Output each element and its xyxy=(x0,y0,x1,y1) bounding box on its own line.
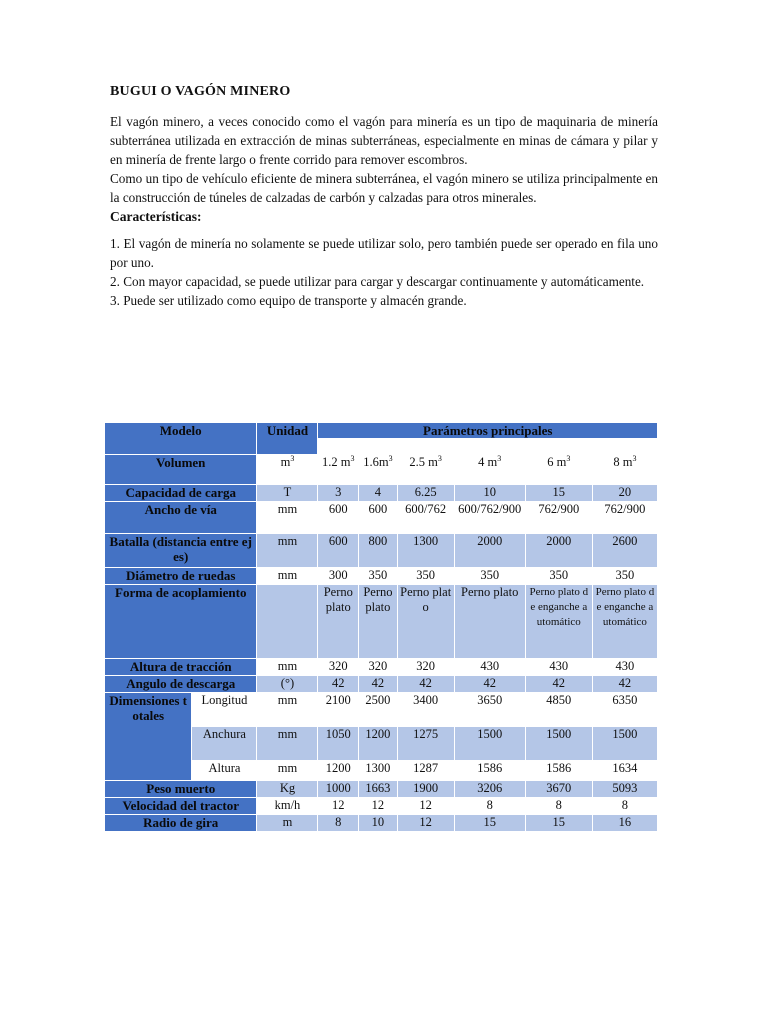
header-unidad: Unidad xyxy=(257,423,318,455)
value-cell: 6.25 xyxy=(397,485,454,502)
value-cell: 430 xyxy=(454,659,525,676)
header-modelo: Modelo xyxy=(105,423,257,455)
unit-cell: Kg xyxy=(257,781,318,798)
value-cell: 12 xyxy=(359,798,398,815)
value-cell: 1287 xyxy=(397,761,454,781)
value-cell: 8 $m^3$ xyxy=(592,455,657,485)
value-cell: 1000 xyxy=(318,781,359,798)
value-cell: 8 xyxy=(525,798,592,815)
value-cell: 4850 xyxy=(525,693,592,727)
value-cell: Perno plato xyxy=(318,585,359,659)
value-cell: 1500 xyxy=(592,727,657,761)
value-cell: 15 xyxy=(454,815,525,832)
value-cell: 42 xyxy=(454,676,525,693)
value-cell: 16 xyxy=(592,815,657,832)
row-label: Altura de tracción xyxy=(105,659,257,676)
unit-cell: km/h xyxy=(257,798,318,815)
header-parametros: Parámetros principales xyxy=(318,423,658,439)
sub-row-label: Altura xyxy=(192,761,257,781)
feature-item-3: 3. Puede ser utilizado como equipo de transporte y almacén grande. xyxy=(110,293,467,308)
value-cell: 1200 xyxy=(359,727,398,761)
unit-cell: mm xyxy=(257,568,318,585)
value-cell: 1300 xyxy=(359,761,398,781)
value-cell: Perno plato xyxy=(397,585,454,659)
value-cell: 12 xyxy=(397,798,454,815)
row-label: Batalla (distancia entre ejes) xyxy=(105,534,257,568)
value-cell: 2500 xyxy=(359,693,398,727)
value-cell: 1200 xyxy=(318,761,359,781)
value-cell: 2100 xyxy=(318,693,359,727)
value-cell: 320 xyxy=(318,659,359,676)
value-cell: 1275 xyxy=(397,727,454,761)
value-cell: 600/762 xyxy=(397,502,454,534)
unit-cell: m xyxy=(257,815,318,832)
value-cell: 20 xyxy=(592,485,657,502)
value-cell: 6350 xyxy=(592,693,657,727)
unit-cell: $m^3$ xyxy=(257,455,318,485)
row-label: Velocidad del tractor xyxy=(105,798,257,815)
value-cell: 600 xyxy=(359,502,398,534)
unit-cell: T xyxy=(257,485,318,502)
value-cell: 12 xyxy=(318,798,359,815)
sub-row-label: Anchura xyxy=(192,727,257,761)
value-cell: 10 xyxy=(454,485,525,502)
value-cell: 350 xyxy=(592,568,657,585)
value-cell: 1900 xyxy=(397,781,454,798)
value-cell: 800 xyxy=(359,534,398,568)
unit-cell: (°) xyxy=(257,676,318,693)
value-cell: 350 xyxy=(454,568,525,585)
value-cell: 600 xyxy=(318,534,359,568)
value-cell: $1.6m^3$ xyxy=(359,455,398,485)
value-cell: 8 xyxy=(454,798,525,815)
value-cell: 2000 xyxy=(454,534,525,568)
value-cell: 42 xyxy=(525,676,592,693)
value-cell: 5093 xyxy=(592,781,657,798)
value-cell: 3 xyxy=(318,485,359,502)
value-cell: 42 xyxy=(592,676,657,693)
value-cell: 350 xyxy=(397,568,454,585)
usage-paragraph: Como un tipo de vehículo eficiente de minera subterránea, el vagón minero se utiliza principalmente en la construcción de túneles de calzadas de carbón y calzadas para otros minerales. xyxy=(110,171,658,205)
value-cell: 42 xyxy=(318,676,359,693)
value-cell: 1300 xyxy=(397,534,454,568)
document-body xyxy=(110,84,658,310)
unit-cell: mm xyxy=(257,502,318,534)
value-cell: 300 xyxy=(318,568,359,585)
value-cell: Perno plato xyxy=(359,585,398,659)
row-label: Radio de gira xyxy=(105,815,257,832)
value-cell: 1500 xyxy=(454,727,525,761)
value-cell: 762/900 xyxy=(525,502,592,534)
unit-cell: mm xyxy=(257,761,318,781)
value-cell: 3650 xyxy=(454,693,525,727)
value-cell: 320 xyxy=(359,659,398,676)
row-label-dimensiones: Dimensiones totales xyxy=(105,693,192,781)
row-label: Capacidad de carga xyxy=(105,485,257,502)
feature-item-1: 1. El vagón de minería no solamente se puede utilizar solo, pero también puede ser operado en fila uno por uno. xyxy=(110,236,658,270)
sub-row-label: Longitud xyxy=(192,693,257,727)
value-cell: 1634 xyxy=(592,761,657,781)
value-cell: 1663 xyxy=(359,781,398,798)
value-cell: 42 xyxy=(359,676,398,693)
value-cell: 4 xyxy=(359,485,398,502)
value-cell: Perno plato de enganche automático xyxy=(525,585,592,659)
value-cell: 600 xyxy=(318,502,359,534)
value-cell: 3206 xyxy=(454,781,525,798)
unit-cell: mm xyxy=(257,659,318,676)
value-cell: 2000 xyxy=(525,534,592,568)
value-cell: 600/762/900 xyxy=(454,502,525,534)
value-cell: Perno plato de enganche automático xyxy=(592,585,657,659)
value-cell: 4 $m^3$ xyxy=(454,455,525,485)
row-label-volumen: Volumen xyxy=(105,455,257,485)
value-cell: 320 xyxy=(397,659,454,676)
unit-cell: mm xyxy=(257,727,318,761)
value-cell: 1586 xyxy=(525,761,592,781)
header-spacer xyxy=(318,439,658,455)
value-cell: 2.5 $m^3$ xyxy=(397,455,454,485)
row-label: Ancho de vía xyxy=(105,502,257,534)
value-cell: 350 xyxy=(359,568,398,585)
value-cell: 8 xyxy=(318,815,359,832)
value-cell: 3400 xyxy=(397,693,454,727)
features-heading: Características: xyxy=(110,209,202,224)
value-cell: 15 xyxy=(525,485,592,502)
unit-cell xyxy=(257,585,318,659)
value-cell: 3670 xyxy=(525,781,592,798)
value-cell: Perno plato xyxy=(454,585,525,659)
value-cell: 1.2 $m^3$ xyxy=(318,455,359,485)
value-cell: 8 xyxy=(592,798,657,815)
value-cell: 2600 xyxy=(592,534,657,568)
row-label: Diámetro de ruedas xyxy=(105,568,257,585)
value-cell: 430 xyxy=(525,659,592,676)
value-cell: 12 xyxy=(397,815,454,832)
value-cell: 10 xyxy=(359,815,398,832)
unit-cell: mm xyxy=(257,534,318,568)
value-cell: 1500 xyxy=(525,727,592,761)
value-cell: 762/900 xyxy=(592,502,657,534)
unit-cell: mm xyxy=(257,693,318,727)
value-cell: 6 $m^3$ xyxy=(525,455,592,485)
value-cell: 42 xyxy=(397,676,454,693)
value-cell: 15 xyxy=(525,815,592,832)
row-label: Angulo de descarga xyxy=(105,676,257,693)
value-cell: 350 xyxy=(525,568,592,585)
document-title: BUGUI O VAGÓN MINERO xyxy=(110,84,291,99)
value-cell: 1586 xyxy=(454,761,525,781)
feature-item-2: 2. Con mayor capacidad, se puede utilizar para cargar y descargar continuamente y automáticamente. xyxy=(110,274,645,289)
spec-table xyxy=(104,422,658,832)
value-cell: 1050 xyxy=(318,727,359,761)
value-cell: 430 xyxy=(592,659,657,676)
row-label-acoplamiento: Forma de acoplamiento xyxy=(105,585,257,659)
intro-paragraph: El vagón minero, a veces conocido como el vagón para minería es un tipo de maquinaria de minería subterránea utilizada en extracción de minas subterráneas, especialmente en minas de cámara y pilar y en minería de frente largo o frente corrido para remover escombros. xyxy=(110,114,658,167)
row-label: Peso muerto xyxy=(105,781,257,798)
